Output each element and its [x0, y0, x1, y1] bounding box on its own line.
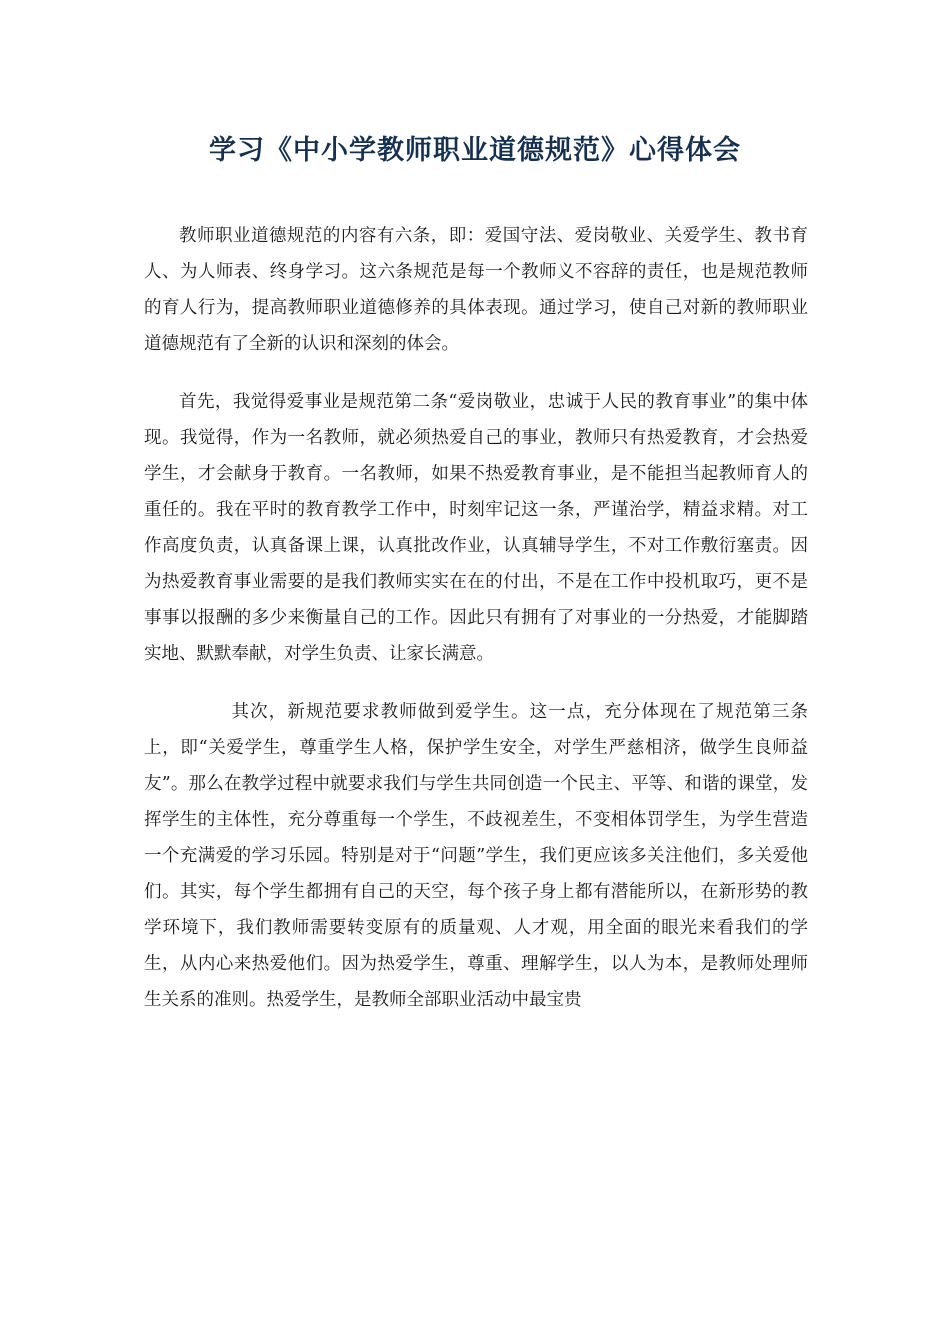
paragraph-intro: 教师职业道德规范的内容有六条，即：爱国守法、爱岗敬业、关爱学生、教书育人、为人师表、终身学习。这六条规范是每一个教师义不容辞的责任，也是规范教师的育人行为，提高教师职业道德修养的具体表现。通过学习，使自己对新的教师职业道德规范有了全新的认识和深刻的体会。 [144, 226, 808, 354]
document-body [144, 218, 808, 1040]
paragraph-first-point: 首先，我觉得爱事业是规范第二条“爱岗敬业，忠诚于人民的教育事业”的集中体现。我觉得，作为一名教师，就必须热爱自己的事业，教师只有热爱教育，才会热爱学生，才会献身于教育。一名教师，如果不热爱教育事业，是不能担当起教师育人的重任的。我在平时的教育教学工作中，时刻牢记这一条，严谨治学，精益求精。对工作高度负责，认真备课上课，认真批改作业，认真辅导学生，不对工作敷衍塞责。因为热爱教育事业需要的是我们教师实实在在的付出，不是在工作中投机取巧，更不是事事以报酬的多少来衡量自己的工作。因此只有拥有了对事业的一分热爱，才能脚踏实地、默默奉献，对学生负责、让家长满意。 [144, 392, 808, 664]
paragraph-second-point: 其次，新规范要求教师做到爱学生。这一点，充分体现在了规范第三条上，即“关爱学生，尊重学生人格，保护学生安全，对学生严慈相济，做学生良师益友”。那么在教学过程中就要求我们与学生共同创造一个民主、平等、和谐的课堂，发挥学生的主体性，充分尊重每一个学生，不歧视差生，不变相体罚学生，为学生营造一个充满爱的学习乐园。特别是对于“问题”学生，我们更应该多关注他们，多关爱他们。其实，每个学生都拥有自己的天空，每个孩子身上都有潜能所以，在新形势的教学环境下，我们教师需要转变原有的质量观、人才观，用全面的眼光来看我们的学生，从内心来热爱他们。因为热爱学生，尊重、理解学生，以人为本，是教师处理师生关系的准则。热爱学生，是教师全部职业活动中最宝贵 [144, 702, 808, 1010]
document-title: 学习《中小学教师职业道德规范》心得体会 [209, 135, 741, 166]
